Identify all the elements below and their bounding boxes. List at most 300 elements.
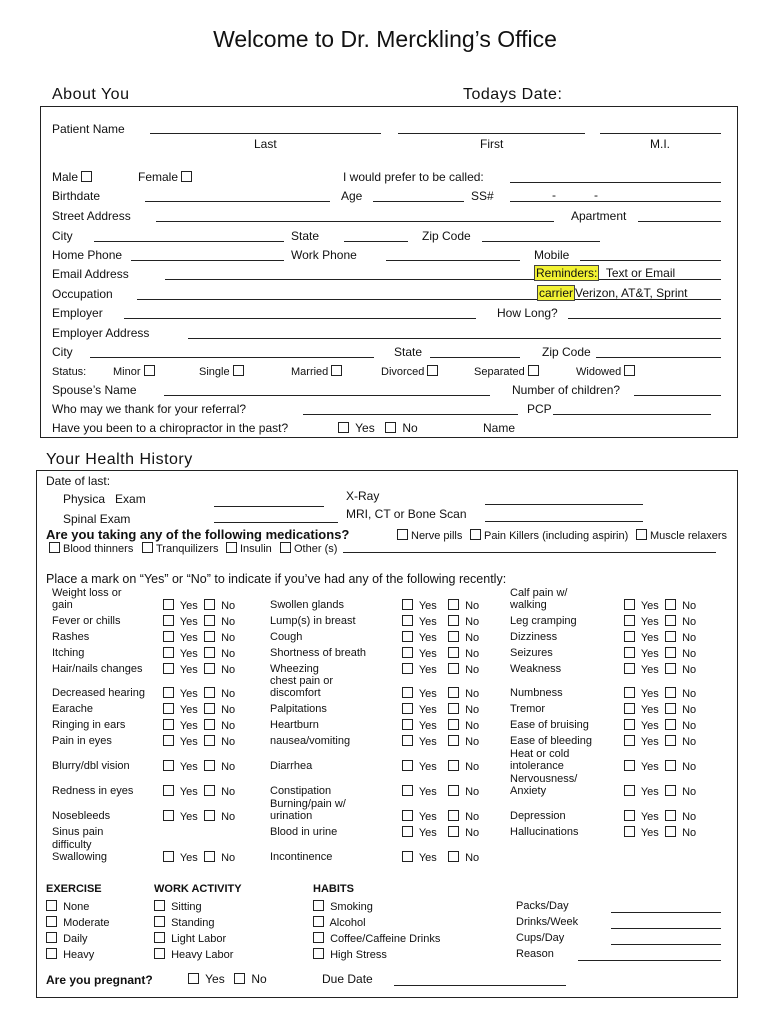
habit-amount-field[interactable] xyxy=(611,944,721,945)
work-option[interactable] xyxy=(154,932,226,945)
symptom-label: Heartburn xyxy=(270,719,319,731)
no-checkbox[interactable] xyxy=(204,760,215,771)
employer-state-field[interactable] xyxy=(430,357,520,358)
symptom-no-option[interactable] xyxy=(448,631,479,644)
no-checkbox[interactable] xyxy=(665,826,676,837)
no-checkbox[interactable] xyxy=(204,615,215,626)
symptom-label: Weakness xyxy=(510,663,562,675)
yes-checkbox[interactable] xyxy=(163,735,174,746)
symptom-yes-option[interactable] xyxy=(402,687,437,700)
home-phone-field[interactable] xyxy=(131,260,284,261)
symptom-yes-option[interactable] xyxy=(624,599,659,612)
no-checkbox[interactable] xyxy=(204,735,215,746)
symptom-yes-option[interactable] xyxy=(402,599,437,612)
male-checkbox[interactable] xyxy=(81,171,92,182)
chiro-yes-checkbox[interactable] xyxy=(338,422,349,433)
symptom-yes-option[interactable] xyxy=(402,719,437,732)
symptom-no-option[interactable] xyxy=(448,810,479,823)
yes-checkbox[interactable] xyxy=(402,615,413,626)
yes-checkbox[interactable] xyxy=(624,599,635,610)
symptom-no-option[interactable] xyxy=(204,599,235,612)
med-other-option[interactable] xyxy=(280,542,337,555)
exercise-checkbox[interactable] xyxy=(46,948,57,959)
no-checkbox[interactable] xyxy=(665,703,676,714)
symptom-label: Ease of bruising xyxy=(510,719,589,731)
due-date-field[interactable] xyxy=(394,985,566,986)
todays-date-label: Todays Date: xyxy=(463,86,563,103)
chiro-no-option[interactable] xyxy=(385,421,418,435)
yes-checkbox[interactable] xyxy=(624,785,635,796)
birthdate-field[interactable] xyxy=(145,201,330,202)
no-checkbox[interactable] xyxy=(204,785,215,796)
chiro-yes-option[interactable] xyxy=(338,421,375,435)
symptom-yes-option[interactable] xyxy=(624,687,659,700)
habits-checkbox[interactable] xyxy=(313,948,324,959)
status-single[interactable] xyxy=(199,365,247,378)
yes-checkbox[interactable] xyxy=(402,810,413,821)
yes-label: Yes xyxy=(179,761,198,773)
pcp-field[interactable] xyxy=(553,414,711,415)
yes-checkbox[interactable] xyxy=(402,735,413,746)
no-checkbox[interactable] xyxy=(665,810,676,821)
age-label: Age xyxy=(341,189,363,203)
symptom-no-option[interactable] xyxy=(204,703,235,716)
symptom-yes-option[interactable] xyxy=(402,785,437,798)
symptom-no-option[interactable] xyxy=(665,785,696,798)
symptom-no-option[interactable] xyxy=(448,703,479,716)
spinal-exam-field[interactable] xyxy=(214,522,338,523)
exercise-label: Heavy xyxy=(63,949,95,961)
symptom-yes-option[interactable] xyxy=(624,615,659,628)
female-option[interactable] xyxy=(138,170,195,184)
symptom-yes-option[interactable] xyxy=(163,810,198,823)
other-checkbox[interactable] xyxy=(280,542,291,553)
symptom-yes-option[interactable] xyxy=(163,851,198,864)
ss-field[interactable] xyxy=(510,201,721,202)
exercise-option[interactable] xyxy=(46,948,94,961)
yes-label: Yes xyxy=(418,736,437,748)
no-checkbox[interactable] xyxy=(204,663,215,674)
nerve-checkbox[interactable] xyxy=(397,529,408,540)
yes-checkbox[interactable] xyxy=(624,826,635,837)
exercise-label: None xyxy=(63,901,90,913)
symptom-no-option[interactable] xyxy=(204,785,235,798)
habits-checkbox[interactable] xyxy=(313,900,324,911)
symptom-no-option[interactable] xyxy=(448,826,479,839)
symptom-no-option[interactable] xyxy=(448,647,479,660)
blood-thinners-checkbox[interactable] xyxy=(49,542,60,553)
symptom-no-option[interactable] xyxy=(448,735,479,748)
work-checkbox[interactable] xyxy=(154,900,165,911)
symptom-yes-option[interactable] xyxy=(624,785,659,798)
symptom-label: Burning/pain w/ xyxy=(270,798,346,810)
habits-option[interactable] xyxy=(313,948,387,961)
mi-field[interactable] xyxy=(600,133,721,134)
no-checkbox[interactable] xyxy=(204,810,215,821)
status-divorced[interactable] xyxy=(381,365,441,378)
symptom-label: Weight loss or xyxy=(52,587,122,599)
carrier-note xyxy=(537,286,688,300)
exercise-option[interactable] xyxy=(46,900,89,913)
work-option[interactable] xyxy=(154,916,215,929)
male-option[interactable] xyxy=(52,170,95,184)
yes-label: Yes xyxy=(418,648,437,660)
symptom-no-option[interactable] xyxy=(204,735,235,748)
symptom-yes-option[interactable] xyxy=(624,826,659,839)
symptom-yes-option[interactable] xyxy=(624,631,659,644)
yes-checkbox[interactable] xyxy=(624,631,635,642)
symptom-yes-option[interactable] xyxy=(163,647,198,660)
employer-city-field[interactable] xyxy=(90,357,374,358)
symptom-no-option[interactable] xyxy=(665,647,696,660)
symptom-yes-option[interactable] xyxy=(402,826,437,839)
yes-checkbox[interactable] xyxy=(402,663,413,674)
symptom-no-option[interactable] xyxy=(204,687,235,700)
yes-checkbox[interactable] xyxy=(624,810,635,821)
yes-label: Yes xyxy=(418,600,437,612)
yes-label: Yes xyxy=(640,648,659,660)
med-insulin-option[interactable] xyxy=(226,542,272,555)
no-checkbox[interactable] xyxy=(665,760,676,771)
med-muscle-option[interactable] xyxy=(636,529,727,542)
pregnant-yes-option[interactable] xyxy=(188,972,225,986)
yes-checkbox[interactable] xyxy=(624,735,635,746)
yes-checkbox[interactable] xyxy=(402,703,413,714)
med-tranquilizers-option[interactable] xyxy=(142,542,219,555)
symptom-no-option[interactable] xyxy=(665,810,696,823)
symptom-label: Calf pain w/ xyxy=(510,587,568,599)
pregnant-no-checkbox[interactable] xyxy=(234,973,245,984)
mri-field[interactable] xyxy=(485,521,643,522)
no-checkbox[interactable] xyxy=(448,687,459,698)
pregnant-no-option[interactable] xyxy=(234,972,267,986)
yes-checkbox[interactable] xyxy=(163,631,174,642)
chiro-yes-label: Yes xyxy=(355,421,375,435)
symptom-no-option[interactable] xyxy=(204,760,235,773)
no-checkbox[interactable] xyxy=(448,703,459,714)
symptom-yes-option[interactable] xyxy=(163,687,198,700)
symptom-yes-option[interactable] xyxy=(402,810,437,823)
work-checkbox[interactable] xyxy=(154,916,165,927)
yes-checkbox[interactable] xyxy=(624,687,635,698)
no-checkbox[interactable] xyxy=(665,647,676,658)
symptom-no-option[interactable] xyxy=(665,703,696,716)
yes-checkbox[interactable] xyxy=(163,687,174,698)
yes-checkbox[interactable] xyxy=(624,703,635,714)
yes-checkbox[interactable] xyxy=(163,599,174,610)
work-phone-field[interactable] xyxy=(386,260,520,261)
symptom-no-option[interactable] xyxy=(204,647,235,660)
yes-checkbox[interactable] xyxy=(163,663,174,674)
symptom-no-option[interactable] xyxy=(665,719,696,732)
symptom-no-option[interactable] xyxy=(665,687,696,700)
yes-checkbox[interactable] xyxy=(402,851,413,862)
no-checkbox[interactable] xyxy=(204,647,215,658)
work-option[interactable] xyxy=(154,900,202,913)
yes-checkbox[interactable] xyxy=(624,615,635,626)
status-minor[interactable] xyxy=(113,365,158,378)
physical-word: Physica xyxy=(63,492,106,506)
mi-label: M.I. xyxy=(650,137,670,151)
symptom-label: Cough xyxy=(270,631,303,643)
pregnant-yes-label: Yes xyxy=(205,972,225,986)
separated-checkbox[interactable] xyxy=(528,365,539,376)
symptom-no-option[interactable] xyxy=(448,785,479,798)
symptom-no-option[interactable] xyxy=(665,631,696,644)
symptom-no-option[interactable] xyxy=(665,735,696,748)
city-field[interactable] xyxy=(94,241,284,242)
med-blood-thinners-option[interactable] xyxy=(49,542,133,555)
tranquilizers-checkbox[interactable] xyxy=(142,542,153,553)
symptom-yes-option[interactable] xyxy=(402,851,437,864)
no-checkbox[interactable] xyxy=(665,785,676,796)
no-checkbox[interactable] xyxy=(448,826,459,837)
symptom-no-option[interactable] xyxy=(204,663,235,676)
employer-field[interactable] xyxy=(124,318,476,319)
state-field[interactable] xyxy=(344,241,408,242)
work-checkbox[interactable] xyxy=(154,932,165,943)
yes-checkbox[interactable] xyxy=(163,760,174,771)
muscle-checkbox[interactable] xyxy=(636,529,647,540)
symptom-no-option[interactable] xyxy=(665,760,696,773)
email-label: Email Address xyxy=(52,267,129,281)
symptom-yes-option[interactable] xyxy=(624,760,659,773)
pregnant-yes-checkbox[interactable] xyxy=(188,973,199,984)
symptom-label: Shortness of breath xyxy=(270,647,367,659)
female-checkbox[interactable] xyxy=(181,171,192,182)
no-checkbox[interactable] xyxy=(204,719,215,730)
symptom-no-option[interactable] xyxy=(448,851,479,864)
symptom-yes-option[interactable] xyxy=(402,647,437,660)
symptom-no-option[interactable] xyxy=(448,760,479,773)
no-label: No xyxy=(465,761,480,773)
no-checkbox[interactable] xyxy=(665,719,676,730)
symptom-no-option[interactable] xyxy=(204,631,235,644)
no-checkbox[interactable] xyxy=(665,663,676,674)
no-checkbox[interactable] xyxy=(448,735,459,746)
yes-checkbox[interactable] xyxy=(163,647,174,658)
exercise-option[interactable] xyxy=(46,932,88,945)
mobile-field[interactable] xyxy=(580,260,721,261)
first-name-field[interactable] xyxy=(398,133,585,134)
yes-checkbox[interactable] xyxy=(402,647,413,658)
no-label: No xyxy=(465,688,480,700)
symptom-no-option[interactable] xyxy=(665,615,696,628)
yes-checkbox[interactable] xyxy=(163,851,174,862)
symptom-no-option[interactable] xyxy=(204,810,235,823)
yes-checkbox[interactable] xyxy=(163,810,174,821)
minor-checkbox[interactable] xyxy=(144,365,155,376)
status-widowed[interactable] xyxy=(576,365,638,378)
symptom-no-option[interactable] xyxy=(448,615,479,628)
habit-amount-field[interactable] xyxy=(578,960,721,961)
symptom-no-option[interactable] xyxy=(448,687,479,700)
symptom-yes-option[interactable] xyxy=(163,719,198,732)
no-checkbox[interactable] xyxy=(204,703,215,714)
yes-checkbox[interactable] xyxy=(402,631,413,642)
symptom-no-option[interactable] xyxy=(448,719,479,732)
yes-checkbox[interactable] xyxy=(402,599,413,610)
symptom-yes-option[interactable] xyxy=(163,663,198,676)
last-name-field[interactable] xyxy=(150,133,381,134)
symptom-no-option[interactable] xyxy=(204,851,235,864)
symptom-yes-option[interactable] xyxy=(624,719,659,732)
chiro-no-checkbox[interactable] xyxy=(385,422,396,433)
symptom-label: Leg cramping xyxy=(510,615,577,627)
no-checkbox[interactable] xyxy=(448,851,459,862)
yes-checkbox[interactable] xyxy=(163,785,174,796)
employer-address-field[interactable] xyxy=(188,338,721,339)
no-checkbox[interactable] xyxy=(448,719,459,730)
yes-checkbox[interactable] xyxy=(624,760,635,771)
no-checkbox[interactable] xyxy=(448,785,459,796)
painkillers-checkbox[interactable] xyxy=(470,529,481,540)
yes-checkbox[interactable] xyxy=(402,719,413,730)
health-heading: Your Health History xyxy=(46,451,193,468)
no-label: No xyxy=(465,664,480,676)
age-field[interactable] xyxy=(373,201,464,202)
exercise-checkbox[interactable] xyxy=(46,900,57,911)
no-label: No xyxy=(221,688,236,700)
how-long-field[interactable] xyxy=(568,318,721,319)
no-checkbox[interactable] xyxy=(204,851,215,862)
yes-checkbox[interactable] xyxy=(402,785,413,796)
reminders-note xyxy=(534,266,675,280)
no-checkbox[interactable] xyxy=(204,687,215,698)
work-label: Heavy Labor xyxy=(171,949,234,961)
habits-option[interactable] xyxy=(313,916,366,929)
no-checkbox[interactable] xyxy=(204,599,215,610)
no-checkbox[interactable] xyxy=(448,615,459,626)
exercise-checkbox[interactable] xyxy=(46,916,57,927)
symptom-no-option[interactable] xyxy=(204,615,235,628)
symptom-yes-option[interactable] xyxy=(163,631,198,644)
work-checkbox[interactable] xyxy=(154,948,165,959)
yes-checkbox[interactable] xyxy=(402,760,413,771)
habits-checkbox[interactable] xyxy=(313,916,324,927)
med-painkillers-option[interactable] xyxy=(470,529,628,542)
no-checkbox[interactable] xyxy=(204,631,215,642)
employer-zip-field[interactable] xyxy=(596,357,721,358)
no-checkbox[interactable] xyxy=(448,599,459,610)
yes-checkbox[interactable] xyxy=(402,687,413,698)
no-checkbox[interactable] xyxy=(665,735,676,746)
exercise-label: Daily xyxy=(63,933,88,945)
no-checkbox[interactable] xyxy=(448,810,459,821)
habits-option[interactable] xyxy=(313,900,373,913)
spouse-field[interactable] xyxy=(164,395,490,396)
work-option[interactable] xyxy=(154,948,233,961)
status-married[interactable] xyxy=(291,365,345,378)
date-of-last-label: Date of last: xyxy=(46,474,111,488)
yes-label: Yes xyxy=(640,761,659,773)
symptom-no-option[interactable] xyxy=(665,599,696,612)
street-field[interactable] xyxy=(156,221,554,222)
habits-option[interactable] xyxy=(313,932,440,945)
no-checkbox[interactable] xyxy=(448,663,459,674)
symptom-yes-option[interactable] xyxy=(402,760,437,773)
yes-checkbox[interactable] xyxy=(402,826,413,837)
zip-field[interactable] xyxy=(482,241,600,242)
status-separated[interactable] xyxy=(474,365,542,378)
symptom-yes-option[interactable] xyxy=(163,615,198,628)
ss-dash-1: - xyxy=(552,188,556,202)
symptom-yes-option[interactable] xyxy=(624,810,659,823)
yes-checkbox[interactable] xyxy=(163,719,174,730)
yes-label: Yes xyxy=(418,811,437,823)
yes-checkbox[interactable] xyxy=(163,703,174,714)
exercise-checkbox[interactable] xyxy=(46,932,57,943)
divorced-checkbox[interactable] xyxy=(427,365,438,376)
children-field[interactable] xyxy=(634,395,721,396)
symptom-yes-option[interactable] xyxy=(402,735,437,748)
med-nerve-option[interactable] xyxy=(397,529,462,542)
symptom-yes-option[interactable] xyxy=(624,703,659,716)
symptom-yes-option[interactable] xyxy=(163,599,198,612)
no-checkbox[interactable] xyxy=(448,760,459,771)
symptom-no-option[interactable] xyxy=(204,719,235,732)
symptom-yes-option[interactable] xyxy=(624,647,659,660)
no-checkbox[interactable] xyxy=(448,631,459,642)
symptom-yes-option[interactable] xyxy=(163,703,198,716)
symptom-yes-option[interactable] xyxy=(624,735,659,748)
yes-checkbox[interactable] xyxy=(624,719,635,730)
xray-field[interactable] xyxy=(485,504,643,505)
insulin-checkbox[interactable] xyxy=(226,542,237,553)
no-checkbox[interactable] xyxy=(665,599,676,610)
symptom-no-option[interactable] xyxy=(448,599,479,612)
yes-checkbox[interactable] xyxy=(163,615,174,626)
habits-checkbox[interactable] xyxy=(313,932,324,943)
physical-exam-field[interactable] xyxy=(214,506,324,507)
yes-checkbox[interactable] xyxy=(624,663,635,674)
symptom-yes-option[interactable] xyxy=(402,663,437,676)
married-checkbox[interactable] xyxy=(331,365,342,376)
single-checkbox[interactable] xyxy=(233,365,244,376)
symptom-no-option[interactable] xyxy=(448,663,479,676)
yes-label: Yes xyxy=(179,736,198,748)
symptom-no-option[interactable] xyxy=(665,663,696,676)
apartment-field[interactable] xyxy=(638,221,721,222)
symptom-no-option[interactable] xyxy=(665,826,696,839)
yes-checkbox[interactable] xyxy=(624,647,635,658)
prefer-field[interactable] xyxy=(510,182,721,183)
symptom-yes-option[interactable] xyxy=(402,631,437,644)
habit-amount-field[interactable] xyxy=(611,912,721,913)
habit-amount-field[interactable] xyxy=(611,928,721,929)
symptom-yes-option[interactable] xyxy=(624,663,659,676)
no-checkbox[interactable] xyxy=(665,631,676,642)
other-medications-field[interactable] xyxy=(343,552,716,553)
referral-field[interactable] xyxy=(303,414,518,415)
apartment-label: Apartment xyxy=(571,209,627,223)
yes-label: Yes xyxy=(179,648,198,660)
no-checkbox[interactable] xyxy=(665,687,676,698)
widowed-checkbox[interactable] xyxy=(624,365,635,376)
symptom-yes-option[interactable] xyxy=(402,615,437,628)
pcp-label: PCP xyxy=(527,402,552,416)
spinal-exam-label: Spinal Exam xyxy=(63,512,131,526)
symptom-yes-option[interactable] xyxy=(402,703,437,716)
mri-label: MRI, CT or Bone Scan xyxy=(346,507,467,521)
exercise-option[interactable] xyxy=(46,916,110,929)
home-phone-label: Home Phone xyxy=(52,248,123,262)
symptom-yes-option[interactable] xyxy=(163,785,198,798)
no-checkbox[interactable] xyxy=(448,647,459,658)
no-checkbox[interactable] xyxy=(665,615,676,626)
symptom-yes-option[interactable] xyxy=(163,760,198,773)
symptom-yes-option[interactable] xyxy=(163,735,198,748)
